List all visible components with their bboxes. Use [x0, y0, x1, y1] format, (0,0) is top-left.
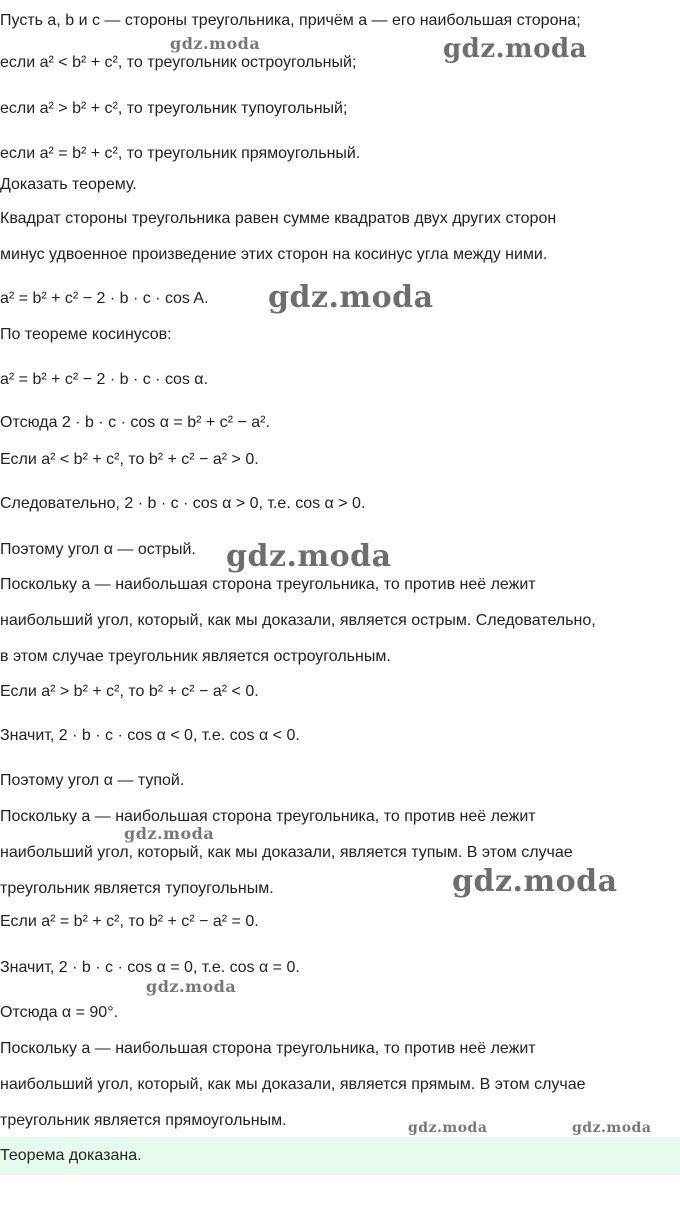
- case-right-angle: Отсюда α = 90°.: [0, 1004, 119, 1021]
- watermark: gdz.moda: [170, 34, 261, 53]
- case-obtuse-angle: Поэтому угол α — тупой.: [0, 772, 185, 789]
- theorem-line-2: если a² < b² + c², то треугольник остроугольный;: [0, 54, 357, 71]
- case-right-text-1: Поскольку a — наибольшая сторона треугольника, то против неё лежит: [0, 1040, 536, 1057]
- theorem-line-3: если a² > b² + c², то треугольник тупоугольный;: [0, 100, 348, 117]
- case-acute-text-2: наибольший угол, который, как мы доказали, является острым. Следовательно,: [0, 612, 596, 629]
- task-line: Доказать теорему.: [0, 176, 137, 193]
- case-obtuse-cos: Значит, 2 · b · c · cos α < 0, т.е. cos α < 0.: [0, 727, 300, 744]
- cosine-theorem-text-2: минус удвоенное произведение этих сторон на косинус угла между ними.: [0, 246, 548, 263]
- case-obtuse-text-3: треугольник является тупоугольным.: [0, 880, 274, 897]
- case-obtuse-text-1: Поскольку a — наибольшая сторона треугольника, то против неё лежит: [0, 808, 536, 825]
- watermark: gdz.moda: [408, 1120, 488, 1136]
- case-acute-angle: Поэтому угол α — острый.: [0, 541, 196, 558]
- case-acute-text-1: Поскольку a — наибольшая сторона треугольника, то против неё лежит: [0, 576, 536, 593]
- conclusion-box: [0, 1137, 680, 1175]
- case-acute-text-3: в этом случае треугольник является остроугольным.: [0, 648, 391, 665]
- conclusion-text: Теорема доказана.: [0, 1147, 142, 1164]
- watermark: gdz.moda: [268, 280, 434, 315]
- case-right-text-3: треугольник является прямоугольным.: [0, 1112, 287, 1129]
- case-right-text-2: наибольший угол, который, как мы доказали, является прямым. В этом случае: [0, 1076, 586, 1093]
- derived-formula: Отсюда 2 · b · c · cos α = b² + c² − a².: [0, 414, 270, 431]
- theorem-line-1: Пусть a, b и c — стороны треугольника, причём a — его наибольшая сторона;: [0, 12, 581, 29]
- case-obtuse-condition: Если a² > b² + c², то b² + c² − a² < 0.: [0, 683, 259, 700]
- case-right-cos: Значит, 2 · b · c · cos α = 0, т.е. cos α = 0.: [0, 959, 300, 976]
- watermark: gdz.moda: [572, 1120, 652, 1136]
- cosine-formula-A: a² = b² + c² − 2 · b · c · cos A.: [0, 290, 209, 307]
- watermark: gdz.moda: [146, 977, 237, 996]
- watermark: gdz.moda: [124, 824, 215, 843]
- theorem-line-4: если a² = b² + c², то треугольник прямоугольный.: [0, 145, 361, 162]
- case-acute-cos: Следовательно, 2 · b · c · cos α > 0, т.е. cos α > 0.: [0, 495, 366, 512]
- cosine-theorem-text-1: Квадрат стороны треугольника равен сумме квадратов двух других сторон: [0, 210, 557, 227]
- watermark: gdz.moda: [226, 539, 392, 574]
- watermark: gdz.moda: [443, 34, 588, 64]
- cosine-formula-alpha: a² = b² + c² − 2 · b · c · cos α.: [0, 371, 208, 388]
- case-acute-condition: Если a² < b² + c², то b² + c² − a² > 0.: [0, 451, 259, 468]
- watermark: gdz.moda: [452, 864, 618, 899]
- case-right-condition: Если a² = b² + c², то b² + c² − a² = 0.: [0, 913, 259, 930]
- case-obtuse-text-2: наибольший угол, который, как мы доказали, является тупым. В этом случае: [0, 844, 573, 861]
- by-cosine-theorem: По теореме косинусов:: [0, 326, 172, 343]
